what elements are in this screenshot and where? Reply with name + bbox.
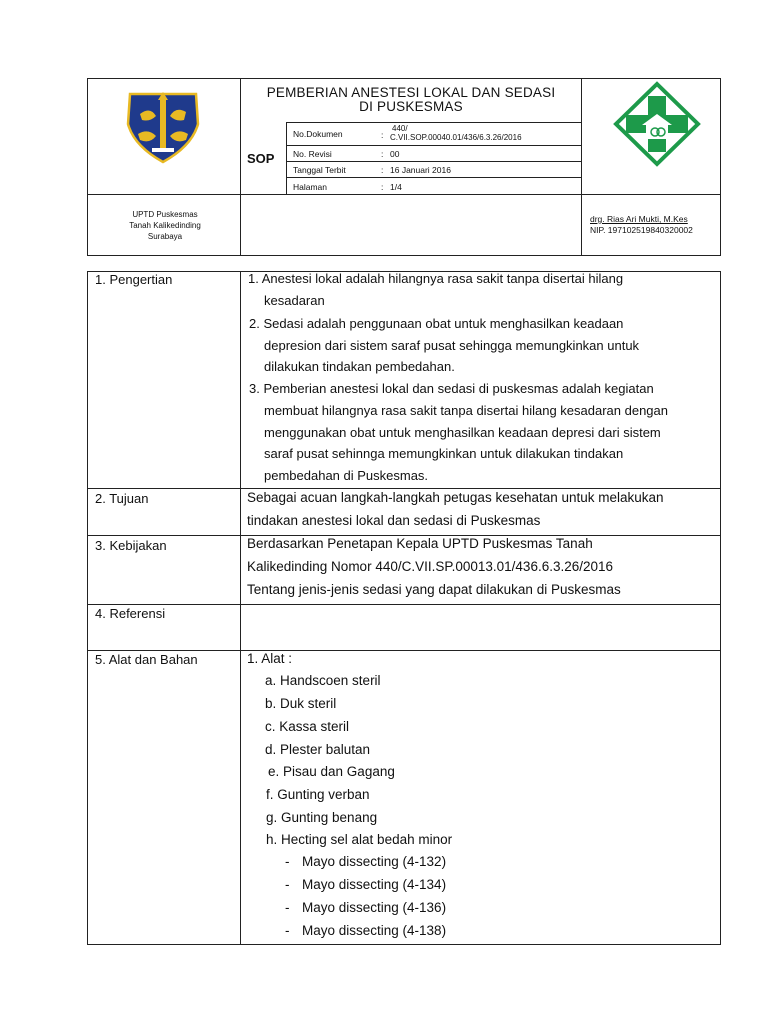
sub-dash: - [285, 877, 290, 892]
meta-key-no-revisi: No. Revisi [293, 149, 332, 159]
meta-key-tanggal-terbit: Tanggal Terbit [293, 165, 346, 175]
alat-heading: 1. Alat : [247, 651, 293, 666]
meta-divider [286, 177, 581, 178]
kebijakan-line: Berdasarkan Penetapan Kepala UPTD Puskesmas Tanah [247, 536, 593, 551]
meta-value-no-dokumen [390, 124, 522, 142]
header-divider [87, 194, 721, 195]
surabaya-crest-logo [122, 84, 204, 166]
sop-label: SOP [247, 151, 275, 166]
pengertian-line: pembedahan di Puskesmas. [264, 468, 429, 483]
meta-value-tanggal-terbit: 16 Januari 2016 [390, 165, 451, 175]
table-row-divider [87, 650, 721, 651]
alat-item: a. Handscoen steril [265, 673, 381, 688]
table-row-divider [87, 604, 721, 605]
meta-key-halaman: Halaman [293, 182, 328, 192]
title-line: PEMBERIAN ANESTESI LOKAL DAN SEDASI [266, 85, 556, 100]
puskesmas-logo [612, 80, 702, 168]
pengertian-line: saraf pusat sehinnga memungkinkan untuk dilakukan tindakan [264, 446, 624, 461]
sub-dash: - [285, 854, 290, 869]
sub-dash: - [285, 900, 290, 915]
title-line: DI PUSKESMAS [359, 99, 463, 114]
pengertian-line: membuat hilangnya rasa sakit tanpa disertai hilang kesadaran dengan [264, 403, 668, 418]
label-pengertian: 1. Pengertian [95, 272, 173, 287]
signer-block [590, 214, 693, 236]
meta-divider [286, 122, 581, 123]
alat-subitem: Mayo dissecting (4-138) [302, 923, 447, 938]
meta-value-no-revisi: 00 [390, 149, 400, 159]
label-kebijakan: 3. Kebijakan [95, 538, 167, 553]
signer-nip: NIP. 197102519840320002 [590, 225, 693, 235]
label-alat-dan-bahan: 5. Alat dan Bahan [95, 652, 198, 667]
tujuan-line: tindakan anestesi lokal dan sedasi di Puskesmas [247, 513, 541, 528]
meta-value-line: C.VII.SOP.00040.01/436/6.3.26/2016 [390, 133, 522, 142]
document-title [241, 86, 581, 114]
org-line: Tanah Kalikedinding [129, 221, 201, 230]
organization-name [95, 209, 235, 242]
alat-item: e. Pisau dan Gagang [268, 764, 395, 779]
pengertian-line: depresion dari sistem saraf pusat sehingga memungkinkan untuk [264, 338, 640, 353]
alat-subitem: Mayo dissecting (4-132) [302, 854, 447, 869]
alat-subitem: Mayo dissecting (4-136) [302, 900, 447, 915]
header-divider [581, 78, 582, 256]
tujuan-line: Sebagai acuan langkah-langkah petugas kesehatan untuk melakukan [247, 490, 664, 505]
meta-sep: : [381, 182, 384, 192]
meta-divider [286, 122, 287, 194]
meta-key-no-dokumen: No.Dokumen [293, 129, 343, 139]
alat-item: h. Hecting sel alat bedah minor [266, 832, 453, 847]
pengertian-line: 1. Anestesi lokal adalah hilangnya rasa sakit tanpa disertai hilang [248, 271, 624, 286]
sub-dash: - [285, 923, 290, 938]
org-line: UPTD Puskesmas [132, 210, 198, 219]
alat-item: c. Kassa steril [265, 719, 350, 734]
pengertian-line: menggunakan obat untuk menghasilkan keadaan depresi dari sistem [264, 425, 661, 440]
alat-item: g. Gunting benang [266, 810, 378, 825]
meta-divider [286, 145, 581, 146]
label-referensi: 4. Referensi [95, 606, 166, 621]
alat-subitem: Mayo dissecting (4-134) [302, 877, 447, 892]
pengertian-line: dilakukan tindakan pembedahan. [264, 359, 455, 374]
meta-sep: : [381, 165, 384, 175]
meta-sep: : [381, 149, 384, 159]
alat-item: f. Gunting verban [266, 787, 370, 802]
alat-item: d. Plester balutan [265, 742, 371, 757]
table-column-divider [240, 271, 241, 945]
pengertian-line: 2. Sedasi adalah penggunaan obat untuk menghasilkan keadaan [249, 316, 624, 331]
meta-value-halaman: 1/4 [390, 182, 402, 192]
kebijakan-line: Tentang jenis-jenis sedasi yang dapat dilakukan di Puskesmas [247, 582, 621, 597]
meta-divider [286, 161, 581, 162]
meta-value-line: 440/ [392, 124, 408, 133]
org-line: Surabaya [147, 232, 183, 241]
pengertian-line: 3. Pemberian anestesi lokal dan sedasi di puskesmas adalah kegiatan [249, 381, 654, 396]
kebijakan-line: Kalikedinding Nomor 440/C.VII.SP.00013.01/436.6.3.26/2016 [247, 559, 614, 574]
label-tujuan: 2. Tujuan [95, 491, 149, 506]
pengertian-line: kesadaran [264, 293, 325, 308]
signer-name: drg. Rias Ari Mukti, M.Kes [590, 214, 688, 224]
alat-item: b. Duk steril [265, 696, 337, 711]
meta-sep: : [381, 130, 384, 140]
